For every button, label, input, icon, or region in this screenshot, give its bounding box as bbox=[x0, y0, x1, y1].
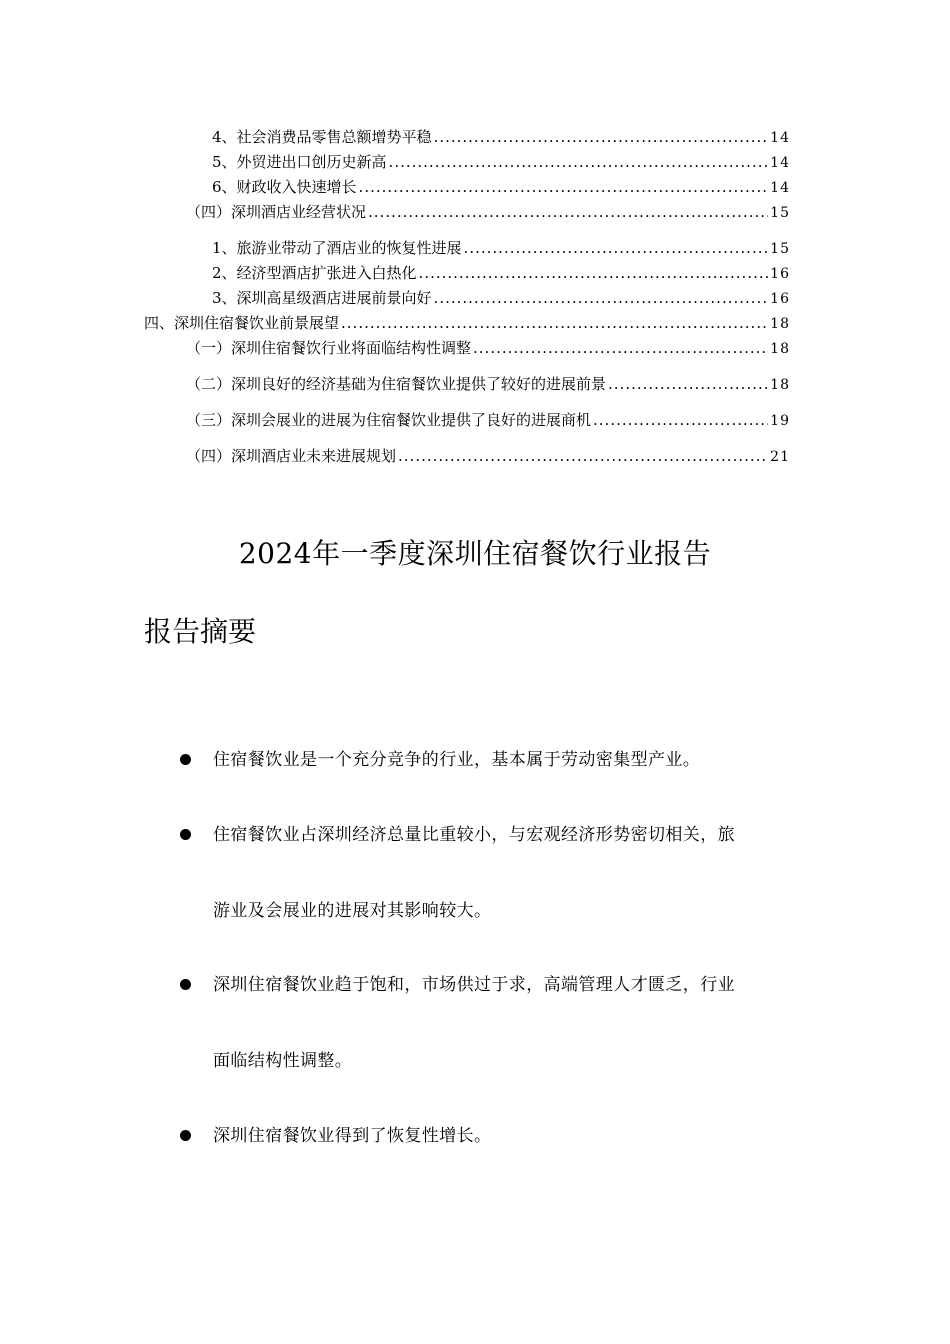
summary-heading: 报告摘要 bbox=[144, 615, 257, 648]
bullet-text-line: 深圳住宿餐饮业得到了恢复性增长。 bbox=[213, 1126, 492, 1146]
toc-page-number: 21 bbox=[770, 449, 790, 465]
toc-dot-leader bbox=[368, 202, 768, 222]
toc-page-number: 14 bbox=[770, 130, 790, 146]
toc-dot-leader bbox=[389, 152, 769, 172]
toc-entry-text: 四、深圳住宿餐饮业前景展望 bbox=[144, 314, 340, 332]
toc-entry-text: 4、社会消费品零售总额增势平稳 bbox=[212, 128, 432, 146]
toc-entry-text: 5、外贸进出口创历史新高 bbox=[212, 153, 387, 171]
toc-page-number: 14 bbox=[770, 155, 790, 171]
toc-entry[interactable] bbox=[212, 177, 790, 197]
bullet-text-line: 游业及会展业的进展对其影响较大。 bbox=[213, 901, 492, 921]
bullet-dot-icon bbox=[180, 1130, 191, 1141]
toc-page-number: 15 bbox=[770, 241, 790, 257]
toc-dot-leader bbox=[464, 238, 769, 258]
toc-dot-leader bbox=[359, 177, 769, 197]
toc-entry-text: （四）深圳酒店业经营状况 bbox=[186, 203, 367, 221]
toc-entry[interactable] bbox=[212, 127, 790, 147]
toc-page-number: 16 bbox=[770, 266, 790, 282]
toc-entry[interactable] bbox=[186, 410, 790, 430]
toc-dot-leader bbox=[434, 288, 769, 308]
bullet-text-line: 住宿餐饮业是一个充分竞争的行业，基本属于劳动密集型产业。 bbox=[213, 750, 701, 770]
toc-entry-text: （三）深圳会展业的进展为住宿餐饮业提供了良好的进展商机 bbox=[186, 411, 592, 429]
toc-entry[interactable] bbox=[212, 152, 790, 172]
bullet-dot-icon bbox=[180, 754, 191, 765]
toc-entry[interactable] bbox=[212, 263, 790, 283]
toc-entry-text: （四）深圳酒店业未来进展规划 bbox=[186, 447, 397, 465]
toc-page-number: 18 bbox=[770, 341, 790, 357]
toc-entry-text: （二）深圳良好的经济基础为住宿餐饮业提供了较好的进展前景 bbox=[186, 375, 607, 393]
toc-dot-leader bbox=[341, 313, 768, 333]
toc-page-number: 18 bbox=[770, 316, 790, 332]
toc-entry-text: 3、深圳高星级酒店进展前景向好 bbox=[212, 289, 432, 307]
bullet-dot-icon bbox=[180, 829, 191, 840]
bullet-text-line: 深圳住宿餐饮业趋于饱和，市场供过于求，高端管理人才匮乏，行业 bbox=[213, 975, 735, 995]
toc-dot-leader bbox=[473, 338, 768, 358]
toc-entry[interactable] bbox=[186, 446, 790, 466]
toc-page-number: 15 bbox=[770, 205, 790, 221]
toc-page-number: 14 bbox=[770, 180, 790, 196]
toc-entry[interactable] bbox=[144, 313, 790, 333]
toc-dot-leader bbox=[608, 374, 768, 394]
toc-page-number: 16 bbox=[770, 291, 790, 307]
toc-entry[interactable] bbox=[186, 374, 790, 394]
toc-dot-leader bbox=[398, 446, 768, 466]
toc-entry-text: 6、财政收入快速增长 bbox=[212, 178, 357, 196]
toc-entry[interactable] bbox=[186, 202, 790, 222]
toc-page-number: 18 bbox=[770, 377, 790, 393]
bullet-text-line: 住宿餐饮业占深圳经济总量比重较小，与宏观经济形势密切相关，旅 bbox=[213, 825, 735, 845]
toc-dot-leader bbox=[593, 410, 768, 430]
toc-entry-text: 2、经济型酒店扩张进入白热化 bbox=[212, 264, 417, 282]
document-title: 2024年一季度深圳住宿餐饮行业报告 bbox=[238, 537, 712, 570]
toc-entry[interactable] bbox=[212, 238, 790, 258]
bullet-dot-icon bbox=[180, 979, 191, 990]
bullet-text-line: 面临结构性调整。 bbox=[213, 1051, 353, 1071]
toc-entry[interactable] bbox=[186, 338, 790, 358]
toc-entry[interactable] bbox=[212, 288, 790, 308]
toc-dot-leader bbox=[419, 263, 769, 283]
toc-entry-text: 1、旅游业带动了酒店业的恢复性进展 bbox=[212, 239, 462, 257]
toc-entry-text: （一）深圳住宿餐饮行业将面临结构性调整 bbox=[186, 339, 472, 357]
toc-page-number: 19 bbox=[770, 413, 790, 429]
toc-dot-leader bbox=[434, 127, 769, 147]
